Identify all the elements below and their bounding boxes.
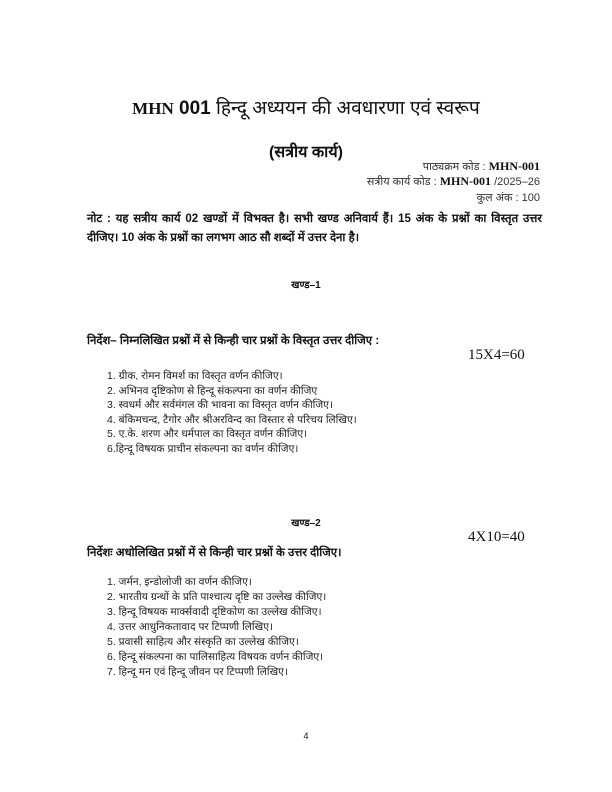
question-item: 1. ग्रीक, रोमन विमर्श का विस्तृत वर्णन कीजिए। bbox=[107, 370, 283, 382]
section-2-instruction: निर्देशः अधोलिखित प्रश्नों में से किन्ही चार प्रश्नों के उत्तर दीजिए। bbox=[87, 547, 342, 559]
question-item: 3. स्वधर्म और सर्वमंगल की भावना का विस्तृत वर्णन कीजिए। bbox=[107, 399, 333, 411]
subtitle: (सत्रीय कार्य) bbox=[269, 144, 343, 161]
section-2-heading: खण्ड–2 bbox=[291, 518, 321, 529]
question-item: 7. हिन्दू मन एवं हिन्दू जीवन पर टिप्पणी लिखिए। bbox=[107, 666, 288, 678]
section-1-heading: खण्ड–1 bbox=[291, 280, 321, 291]
document-title: MHN 001 हिन्दू अध्ययन की अवधारणा एवं स्वरूप bbox=[132, 98, 480, 119]
question-item: 6. हिन्दू संकल्पना का पालिसाहित्य विषयक वर्णन कीजिए। bbox=[107, 651, 324, 663]
page-number: 4 bbox=[303, 731, 309, 741]
section-2-marks: 4X10=40 bbox=[468, 529, 525, 545]
assignment-code: सत्रीय कार्य कोड : MHN-001 /2025–26 bbox=[366, 174, 540, 188]
question-item: 3. हिन्दू विषयक मार्क्सवादी दृष्टिकोण का उल्लेख कीजिए। bbox=[107, 606, 322, 618]
section-1-instruction: निर्देश– निम्नलिखित प्रश्नों में से किन्ही चार प्रश्नों के विस्तृत उत्तर दीजिए : bbox=[87, 335, 380, 347]
question-item: 5. प्रवासी साहित्य और संस्कृति का उल्लेख कीजिए। bbox=[107, 636, 299, 648]
question-item: 6.हिन्दू विषयक प्राचीन संकल्पना का वर्णन कीजिए। bbox=[107, 442, 299, 455]
note: नोट : यह सत्रीय कार्य 02 खण्डों में विभक्त है। सभी खण्ड अनिवार्य हैं। 15 अंक के प्रश्नों का विस्तृत उत्तर दीजिए। 10 अंक के प्रश्नों का लगभग आठ सौ शब्दों में उत्तर देना है। bbox=[87, 213, 542, 244]
total-marks: कुल अंक : 100 bbox=[476, 192, 540, 204]
section-1-marks: 15X4=60 bbox=[468, 347, 525, 363]
question-item: 5. ए.के. शरण और धर्मपाल का विस्तृत वर्णन कीजिए। bbox=[107, 428, 308, 440]
question-item: 2. अभिनव दृष्टिकोण से हिन्दू संकल्पना का वर्णन कीजिए bbox=[107, 384, 318, 397]
question-item: 2. भारतीय ग्रन्थों के प्रति पाश्चात्य दृष्टि का उल्लेख कीजिए। bbox=[107, 591, 327, 603]
question-item: 1. जर्मन, इन्डोलोजी का वर्णन कीजिए। bbox=[107, 576, 252, 588]
course-code: पाठ्यक्रम कोड : MHN-001 bbox=[422, 159, 540, 173]
question-item: 4. बंकिमचन्द, टैगोर और श्रीअरविन्द का विस्तार से परिचय लिखिए। bbox=[107, 413, 357, 426]
question-item: 4. उत्तर आधुनिकतावाद पर टिप्पणी लिखिए। bbox=[107, 621, 273, 633]
